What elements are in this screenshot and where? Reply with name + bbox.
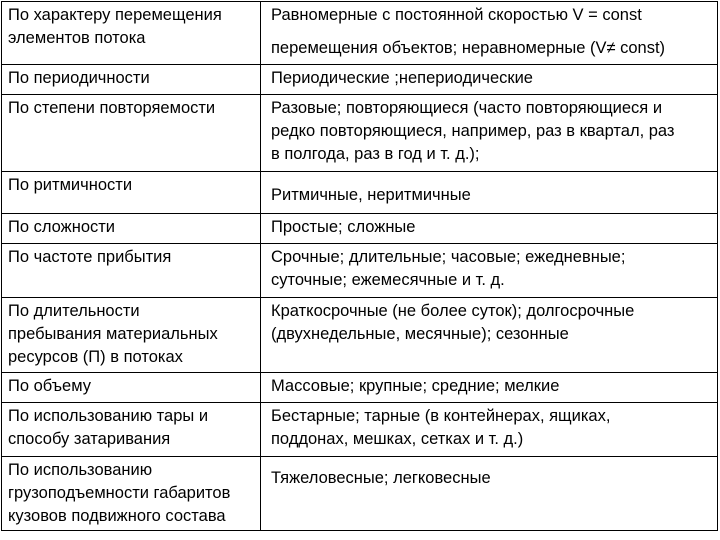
- table-row: [2, 94, 717, 171]
- cell-text: По сложности: [8, 218, 116, 236]
- cell-text: По объему: [8, 377, 91, 395]
- table-row: [2, 2, 717, 64]
- cell-text: способу затаривания: [8, 430, 171, 448]
- table-row: [2, 64, 717, 94]
- row-criterion: [2, 214, 261, 243]
- row-criterion: [2, 172, 261, 213]
- cell-text: ресурсов (П) в потоках: [8, 348, 183, 366]
- row-criterion: [2, 2, 261, 64]
- cell-text: Массовые; крупные; средние; мелкие: [271, 377, 560, 395]
- cell-text: поддонах, мешках, сетках и т. д.): [271, 430, 524, 448]
- row-criterion: [2, 65, 261, 94]
- row-types: [261, 95, 717, 171]
- row-types: [261, 244, 717, 297]
- row-criterion: [2, 373, 261, 402]
- cell-text: в полгода, раз в год и т. д.);: [271, 145, 480, 163]
- cell-text: грузоподъемности габаритов: [8, 484, 231, 502]
- cell-text: По частоте прибытия: [8, 248, 172, 266]
- cell-text: Срочные; длительные; часовые; ежедневные;: [271, 248, 626, 266]
- row-types: [261, 2, 717, 64]
- table-row: [2, 402, 717, 456]
- table-row: [2, 213, 717, 243]
- table-row: [2, 243, 717, 297]
- row-criterion: [2, 298, 261, 372]
- cell-text: По длительности: [8, 302, 140, 320]
- cell-text: По ритмичности: [8, 176, 133, 194]
- row-types: [261, 457, 717, 530]
- cell-text: Простые; сложные: [271, 218, 416, 236]
- cell-text: суточные; ежемесячные и т. д.: [271, 271, 505, 289]
- cell-text: Ритмичные, неритмичные: [271, 186, 471, 204]
- classification-table: [1, 1, 718, 531]
- row-types: [261, 298, 717, 372]
- cell-text: Краткосрочные (не более суток); долгосрочные: [271, 302, 635, 320]
- row-types: [261, 214, 717, 243]
- cell-text: Тяжеловесные; легковесные: [271, 469, 491, 487]
- row-types: [261, 373, 717, 402]
- table-row: [2, 456, 717, 530]
- row-criterion: [2, 95, 261, 171]
- cell-text: Равномерные с постоянной скоростью V = const: [271, 6, 642, 24]
- row-types: [261, 65, 717, 94]
- cell-text: пребывания материальных: [8, 325, 218, 343]
- cell-text: Разовые; повторяющиеся (часто повторяющиеся и: [271, 99, 663, 117]
- table-row: [2, 171, 717, 213]
- cell-text: По использованию тары и: [8, 407, 209, 425]
- row-types: [261, 172, 717, 213]
- row-criterion: [2, 244, 261, 297]
- cell-text: По периодичности: [8, 69, 150, 87]
- cell-text: элементов потока: [8, 29, 146, 47]
- table-row: [2, 372, 717, 402]
- row-criterion: [2, 457, 261, 530]
- cell-text: По характеру перемещения: [8, 6, 222, 24]
- cell-text: По использованию: [8, 461, 153, 479]
- cell-text: редко повторяющиеся, например, раз в квартал, раз: [271, 122, 675, 140]
- cell-text: По степени повторяемости: [8, 99, 216, 117]
- row-types: [261, 403, 717, 456]
- row-criterion: [2, 403, 261, 456]
- cell-text: Периодические ;непериодические: [271, 69, 533, 87]
- cell-text: Бестарные; тарные (в контейнерах, ящиках,: [271, 407, 611, 425]
- cell-text: (двухнедельные, месячные); сезонные: [271, 325, 569, 343]
- table-row: [2, 297, 717, 372]
- cell-text: кузовов подвижного состава: [8, 507, 226, 525]
- cell-text: перемещения объектов; неравномерные (V≠ const): [271, 39, 666, 57]
